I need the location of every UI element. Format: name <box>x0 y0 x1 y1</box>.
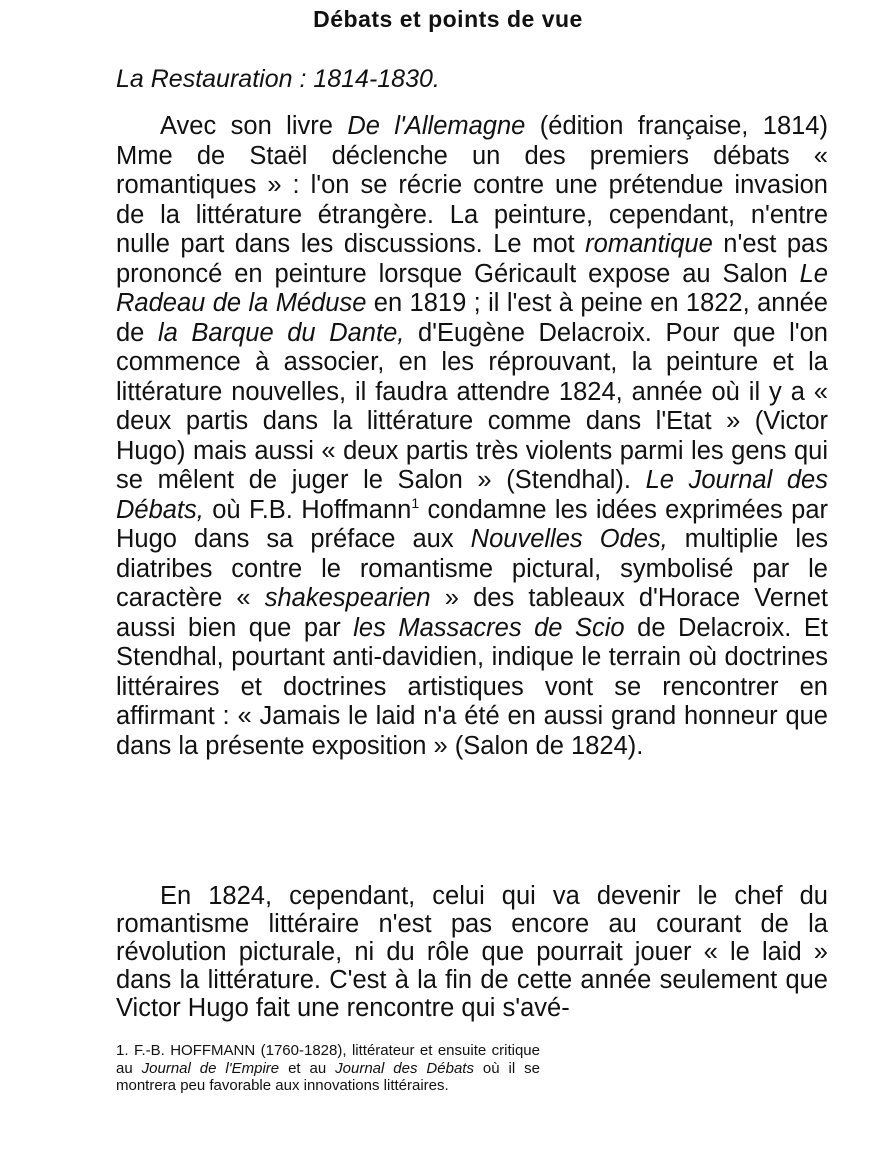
journal-title: Journal des Débats <box>335 1059 474 1077</box>
journal-title: Le Journal des Débats, <box>116 466 828 524</box>
paragraph-1: Avec son livre De l'Allemagne (édition française, 1814) Mme de Staël déclenche un des premiers débats « romantiques » : l'on se récrie contre une prétendue invasion de la littérature étrangère. La peinture, cependant, n'entre nulle part dans les discussions. Le mot romantique n'est pas prononcé en peinture lorsque Géricault expose au Salon Le Radeau de la Méduse en 1819 ; il l'est à peine en 1822, année de la Barque du Dante, d'Eugène Delacroix. Pour que l'on commence à associer, en les réprouvant, la peinture et la littérature nouvelles, il faudra attendre 1824, année où il y a « deux partis dans la littérature comme dans l'Etat » (Victor Hugo) mais aussi « deux partis très violents parmi les gens qui se mêlent de juger le Salon » (Stendhal). Le Journal des Débats, où F.B. Hoffmann$^1$ condamne les idées exprimées par Hugo dans sa préface aux Nouvelles Odes, multiplie les diatribes contre le romantisme pictural, symbolisé par le caractère « shakespearien » des tableaux d'Horace Vernet aussi bien que par les Massacres de Scio de Delacroix. Et Stendhal, pourtant anti-davidien, indique le terrain où doctrines littéraires et doctrines artistiques vont se rencontrer en affirmant : « Jamais le laid n'a été en aussi grand honneur que dans la présente exposition » (Salon de 1824). <box>116 112 829 760</box>
section-title: La Restauration : 1814-1830. <box>116 65 440 93</box>
footnote-ref: 1 <box>411 494 420 511</box>
painting-title: la Barque du Dante, <box>157 318 405 347</box>
paragraph-2: En 1824, cependant, celui qui va devenir le chef du romantisme littéraire n'est pas encore au courant de la révolution picturale, ni du rôle que pourrait jouer « le laid » dans la littérature. C'est à la fin de cette année seulement que Victor Hugo fait une rencontre qui s'avé- <box>116 882 828 1022</box>
painting-title: les Massacres de Scio <box>353 613 625 642</box>
painting-title: Le Radeau de la Méduse <box>116 259 828 317</box>
journal-title: Journal de l'Empire <box>141 1059 280 1077</box>
book-title: Nouvelles Odes, <box>470 525 668 553</box>
italic-term: shakespearien <box>264 584 431 612</box>
italic-term: romantique <box>585 230 713 258</box>
book-title: De l'Allemagne <box>347 112 526 140</box>
footnote: 1. F.-B. HOFFMANN (1760-1828), littérateur et ensuite critique au Journal de l'Empire et au Journal des Débats où il se montrera peu favorable aux innovations littéraires. <box>116 1042 540 1094</box>
page-header: Débats et points de vue <box>313 6 583 32</box>
